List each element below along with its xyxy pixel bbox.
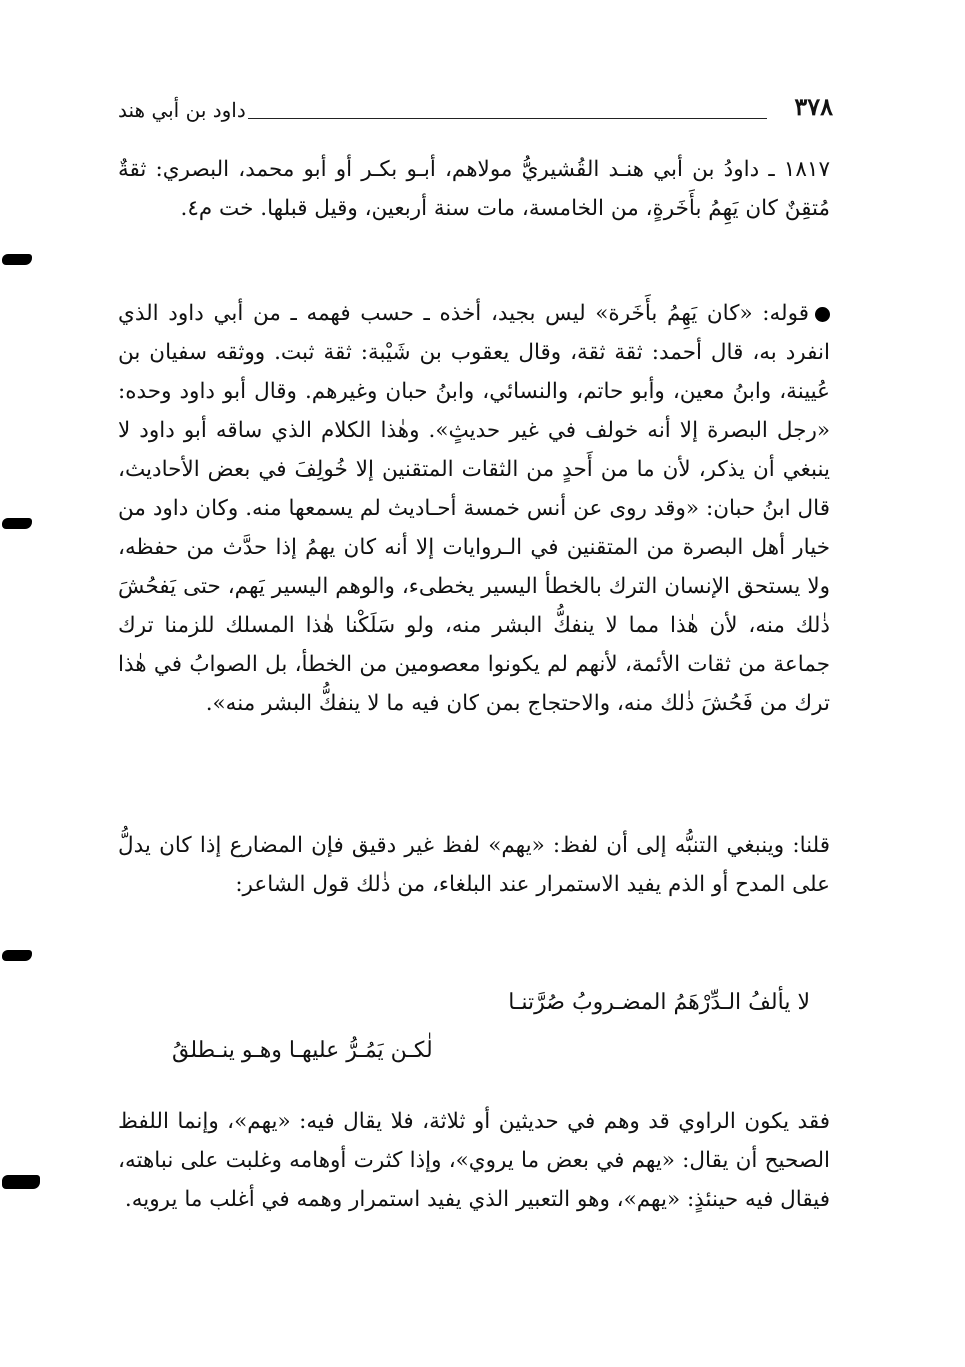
- scan-binding-mark: [2, 254, 32, 265]
- verse-line-1: لا يألفُ الـدِّرْهَمُ المضـروبُ صُرَّتنـا: [508, 990, 810, 1015]
- note-paragraph: قلنا: وينبغي التنبُّه إلى أن لفظ: «يهم» لفظ غير دقيق فإن المضارع إذا كان يدلُّ على المدح أو الذم يفيد الاستمرار عند البلغاء، من ذٰلك قول الشاعر:: [118, 833, 830, 897]
- scan-binding-mark: [2, 1175, 40, 1189]
- running-title: داود بن أبي هند: [118, 98, 246, 122]
- commentary-text: قوله: «كان يَهِمُ بأَخَرة» ليس بجيد، أخذه ـ حسب فهمه ـ من أبي داود الذي انفرد به، قال أحمد: ثقة ثقة، وقال يعقوب بن شَيْبة: ثقة ثبت. ووثقه سفيان بن عُيينة، وابنُ معين، وأبو حاتم، والنسائي، وابنُ حبان وغيرهم. وقال أبو داود وحده: «رجل البصرة إلا أنه خولف في غير حديثٍ». وهٰذا الكلام الذي ساقه أبو داود لا ينبغي أن يذكر، لأن ما من أَحدٍ من الثقات المتقنين إلا خُولِفَ في بعض الأحاديث، قال ابنُ حبان: «وقد روى عن أنس خمسة أحـاديث لم يسمعها منه. وكان داود من خيار أهل البصرة من المتقنين في الـروايات إلا أنه كان يهمُ إذا حدَّث من حفظه، ولا يستحق الإنسان الترك بالخطأ اليسير يخطىء، والوهم اليسير يَهم، حتى يَفحُشَ ذٰلك منه، لأن هٰذا مما لا ينفكُّ البشر منه، ولو سَلَكْنا هٰذا المسلك للزمنا ترك جماعة من ثقات الأئمة، لأنهم لم يكونوا معصومين من الخطأ، بل الصوابُ في هٰذا ترك من فَحُشَ ذٰلك منه، والاحتجاج بمن كان فيه ما لا ينفكُّ البشر منه».: [118, 301, 830, 716]
- scan-binding-mark: [2, 518, 32, 529]
- page-header: [118, 92, 833, 128]
- scan-binding-mark: [2, 950, 32, 961]
- header-rule: [248, 118, 767, 119]
- bullet-icon: [815, 307, 830, 322]
- closing-paragraph: فقد يكون الراوي قد وهم في حديثين أو ثلاثة، فلا يقال فيه: «يهم»، وإنما اللفظ الصحيح أن يقال: «يهم في بعض ما يروي»، وإذا كثرت أوهامه وغلبت على نباهته، فيقال فيه حينئذٍ: «يهم»، وهو التعبير الذي يفيد استمرار وهمه في أغلب ما يرويه.: [118, 1109, 830, 1212]
- biography-entry: ١٨١٧ ـ داودُ بن أبي هنـد القُشيريُّ مولاهم، أبـو بكـر أو أبو محمد، البصري: ثقةٌ مُتقِنٌ كان يَهِمُ بأَخَرةٍ، من الخامسة، مات سنة أربعين، وقيل قبلها. خت م٤.: [118, 157, 830, 221]
- commentary-paragraph: [118, 294, 830, 723]
- verse-line-2: لٰكـن يَمُـرُّ عليهـا وهـو ينـطلقُ: [172, 1038, 433, 1063]
- page-number: ٣٧٨: [794, 92, 833, 121]
